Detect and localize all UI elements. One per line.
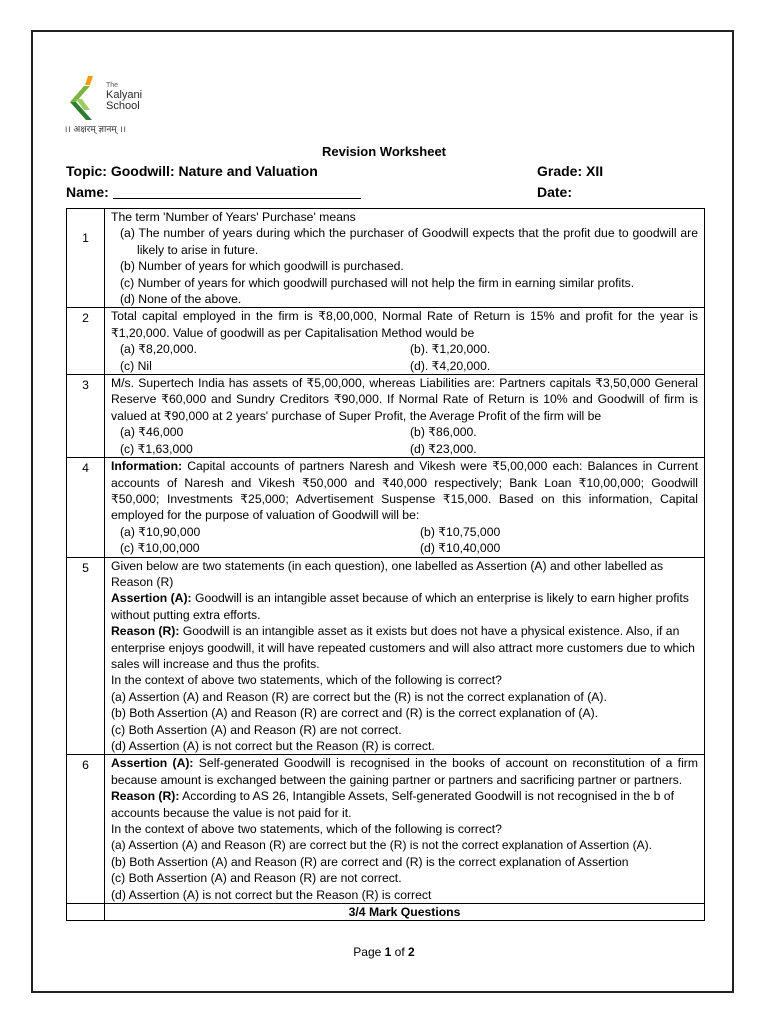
question-number: 3 [67, 375, 105, 458]
reason [111, 623, 698, 672]
option-b: (b) Both Assertion (A) and Reason (R) are correct and (R) is the correct explanation of (A). [111, 706, 599, 721]
option-b: (b) Number of years for which goodwill is purchased. [120, 259, 404, 274]
option-a: (a) Assertion (A) and Reason (R) are correct but the (R) is not the correct explanation of (A). [111, 689, 607, 704]
option-b: (b) ₹10,75,000 [420, 524, 501, 539]
reason-text: Goodwill is an intangible asset as it exists but does not have a physical existence. Also, if an enterprise enjoys goodwill, it will have repeated customers and will also attract more customers due to which sales will increase and thus the profits. [111, 624, 695, 671]
question-row-1 [67, 209, 705, 308]
question-content [105, 209, 705, 308]
question-content [105, 557, 705, 755]
logo-line2: School [106, 100, 140, 112]
name-label: Name: [66, 184, 109, 200]
option-c: (c) Number of years for which goodwill purchased will not help the firm in earning similar profits. [120, 275, 635, 290]
options-grid [111, 424, 698, 457]
reason [111, 788, 698, 821]
question-number: 5 [67, 557, 105, 755]
assertion-label: Assertion (A): [111, 756, 194, 771]
information-label: Information: [111, 459, 183, 474]
option-b: (b) ₹86,000. [410, 425, 477, 440]
logo-wordmark [106, 82, 142, 112]
school-logo [62, 72, 172, 134]
option-a: (a) Assertion (A) and Reason (R) are correct but the (R) is not the correct explanation of Assertion (A). [111, 838, 652, 853]
question-intro: Given below are two statements (in each question), one labelled as Assertion (A) and other labelled as Reason (R) [111, 558, 664, 589]
option-d: (d) None of the above. [120, 292, 242, 307]
questions-table [66, 208, 705, 921]
option-d: (d) ₹10,40,000 [420, 541, 501, 556]
option-a: (a) ₹8,20,000. [120, 342, 197, 357]
option-c: (c) Both Assertion (A) and Reason (R) are not correct. [111, 871, 402, 886]
question-row-2 [67, 308, 705, 375]
question-row-4 [67, 458, 705, 557]
worksheet-title: Revision Worksheet [321, 144, 447, 159]
question-prompt: In the context of above two statements, which of the following is correct? [111, 822, 502, 837]
option-d: (d) Assertion (A) is not correct but the Reason (R) is correct. [111, 739, 435, 753]
page-prefix: Page [353, 945, 385, 959]
question-content [105, 755, 705, 904]
assertion [111, 590, 698, 623]
option-d: (d) ₹23,000. [410, 441, 477, 456]
assertion [111, 755, 698, 788]
question-content [105, 458, 705, 557]
question-prompt: In the context of above two statements, which of the following is correct? [111, 673, 502, 688]
option-a: (a) The number of years during which the purchaser of Goodwill expects that the profit due to goodwill are likely to arise in future. [120, 226, 698, 257]
section-heading-row [67, 904, 705, 921]
option-a: (a) ₹10,90,000 [120, 524, 201, 539]
date-label: Date: [537, 184, 573, 200]
page-current: 1 [384, 945, 392, 959]
option-c: (c) Both Assertion (A) and Reason (R) are not correct. [111, 722, 402, 737]
question-row-3 [67, 375, 705, 458]
school-logo-mark-icon [62, 72, 102, 124]
question-number: 2 [67, 308, 105, 375]
question-number: 6 [67, 755, 105, 904]
option-b: (b). ₹1,20,000. [410, 342, 491, 357]
logo-line1: Kalyani [106, 89, 143, 101]
question-stem: Total capital employed in the firm is ₹8,00,000, Normal Rate of Return is 15% and profit for the year is ₹1,20,000. Value of goodwill as per Capitalisation Method would be [111, 309, 698, 340]
section-heading-number-cell [67, 904, 105, 921]
question-row-6 [67, 755, 705, 904]
information-text: Capital accounts of partners Naresh and Vikesh were ₹5,00,000 each: Balances in Current accounts of Naresh and Vikesh ₹50,000 and ₹40,000 respectively; Bank Loan ₹10,00,000; Goodwill ₹50,000; Investments ₹25,000; Advertisement Suspense ₹15,000. Based on this information, Capital employed for the purpose of valuation of Goodwill will be: [111, 459, 698, 523]
question-row-5 [67, 557, 705, 755]
question-number: 1 [67, 209, 105, 308]
section-heading: 3/4 Mark Questions [105, 904, 705, 921]
reason-label: Reason (R): [111, 624, 180, 639]
option-c: (c) ₹10,00,000 [120, 541, 200, 556]
name-blank-line[interactable] [113, 185, 361, 199]
option-d: (d). ₹4,20,000. [410, 358, 491, 373]
page-total: 2 [408, 945, 415, 959]
option-d: (d) Assertion (A) is not correct but the Reason (R) is correct [111, 887, 432, 902]
option-b: (b) Both Assertion (A) and Reason (R) are correct and (R) is the correct explanation of Assertion [111, 854, 629, 869]
option-c: (c) ₹1,63,000 [120, 441, 193, 456]
logo-the: The [106, 82, 119, 89]
reason-label: Reason (R): [111, 789, 180, 804]
question-stem: M/s. Supertech India has assets of ₹5,00,000, whereas Liabilities are: Partners capitals ₹3,50,000 General Reserve ₹60,000 and Sundry Creditors ₹90,000. If Normal Rate of Return is 10% and Goodwill of firm is valued at ₹90,000 at 2 years' purchase of Super Profit, the Average Profit of the firm will be [111, 376, 698, 423]
options-grid [111, 341, 698, 374]
question-stem: The term 'Number of Years' Purchase' means [111, 210, 356, 224]
logo-motto: ।। अक्षरम् ज्ञानम् ।। [64, 124, 127, 134]
grade-label: Grade: XII [537, 163, 604, 179]
question-content [105, 308, 705, 375]
reason-text: According to AS 26, Intangible Assets, Self-generated Goodwill is not recognised in the b of accounts because the value is not paid for it. [111, 789, 674, 820]
topic-label: Topic: Goodwill: Nature and Valuation [66, 163, 318, 179]
assertion-text: Goodwill is an intangible asset because of which an enterprise is likely to earn higher profits without putting extra efforts. [111, 591, 689, 622]
name-field [66, 184, 361, 200]
question-stem [111, 458, 698, 524]
options-grid [111, 524, 698, 557]
question-number: 4 [67, 458, 105, 557]
question-content [105, 375, 705, 458]
assertion-label: Assertion (A): [111, 591, 192, 606]
assertion-text: Self-generated Goodwill is recognised in the books of account on reconstitution of a firm because amount is exchanged between the gaining partner or partners and sacrificing partner or partners. [111, 756, 698, 787]
option-c: (c) Nil [120, 358, 152, 373]
page-mid: of [391, 945, 409, 959]
page-number [0, 945, 768, 959]
option-a: (a) ₹46,000 [120, 425, 184, 440]
